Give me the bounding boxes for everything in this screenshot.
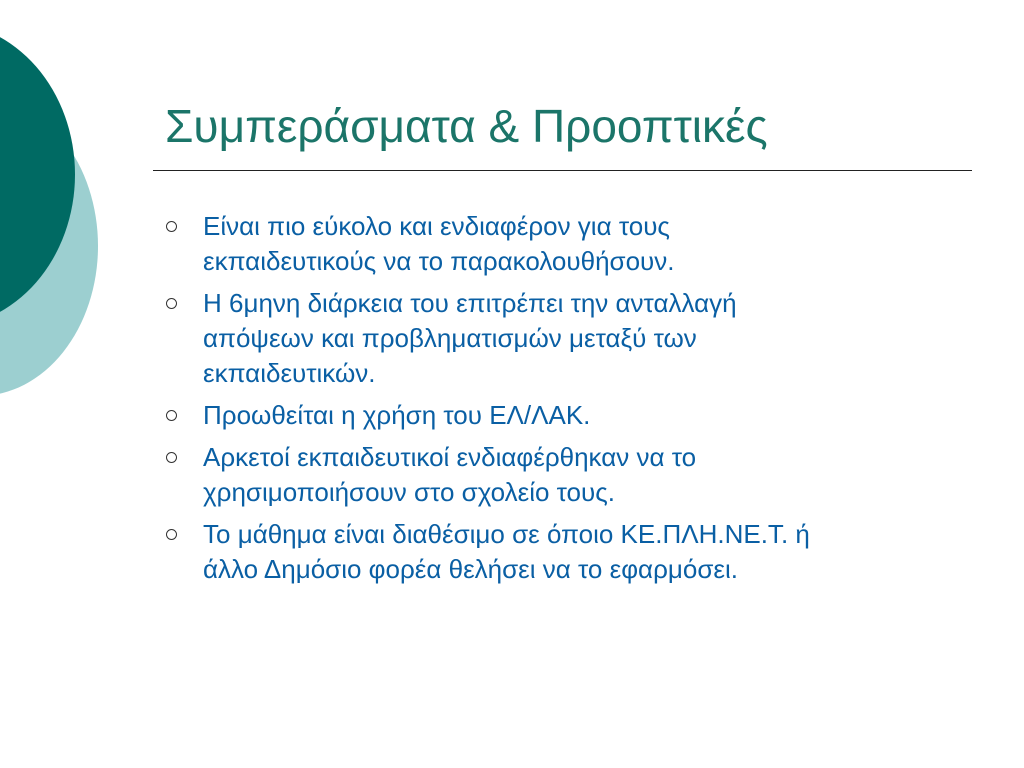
bullet-circle-icon [166, 298, 177, 309]
slide-title: Συμπεράσματα & Προοπτικές [165, 100, 768, 152]
bullet-item [162, 517, 962, 587]
bullet-text: Το μάθημα είναι διαθέσιμο σε όποιο ΚΕ.ΠΛΗ.ΝΕ.Τ. ή άλλο Δημόσιο φορέα θελήσει να το εφαρμόσει. [203, 519, 810, 584]
bullet-circle-icon [166, 410, 177, 421]
bullet-circle-icon [166, 452, 177, 463]
bullet-text: Αρκετοί εκπαιδευτικοί ενδιαφέρθηκαν να το χρησιμοποιήσουν στο σχολείο τους. [203, 442, 697, 507]
bullet-item [162, 286, 962, 391]
bullet-item [162, 209, 962, 279]
bullet-text: Προωθείται η χρήση του ΕΛ/ΛΑΚ. [203, 400, 591, 430]
bullet-text: Η 6μηνη διάρκεια του επιτρέπει την ανταλλαγή απόψεων και προβληματισμών μεταξύ των εκπαιδευτικών. [203, 288, 737, 388]
bullet-item [162, 440, 962, 510]
bullet-circle-icon [166, 221, 177, 232]
bullet-list [162, 209, 962, 594]
title-divider [153, 170, 972, 171]
bullet-item [162, 398, 962, 433]
bullet-circle-icon [166, 529, 177, 540]
bullet-text: Είναι πιο εύκολο και ενδιαφέρον για τους εκπαιδευτικούς να το παρακολουθήσουν. [203, 211, 675, 276]
